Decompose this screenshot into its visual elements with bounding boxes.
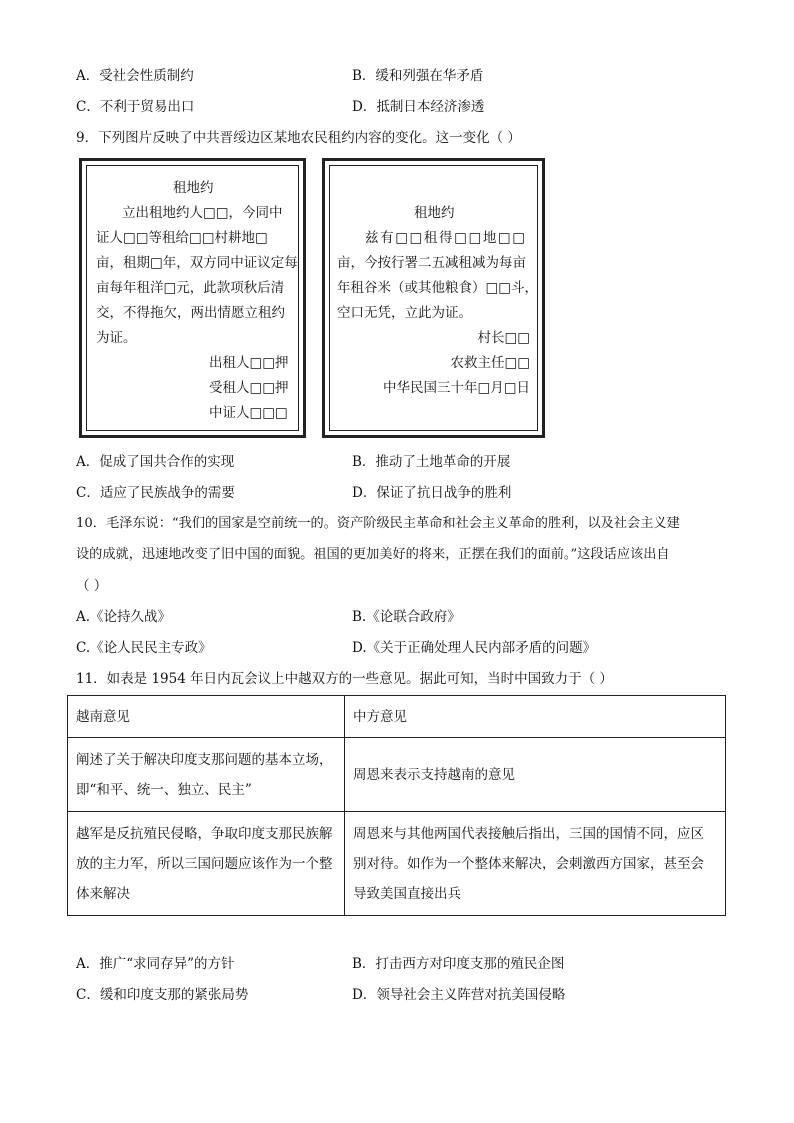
contract-left-line: 为证。 <box>96 330 137 346</box>
table-cell <box>68 738 345 812</box>
q10-option-b: B.《论联合政府》 <box>352 609 461 625</box>
cell-line: 即“和平、统一、独立、民主” <box>76 781 252 798</box>
q9-option-c: C．适应了民族战争的需要 <box>76 485 235 501</box>
contract-right-line: 兹有□□租得□□地□□ <box>365 230 527 246</box>
cell-line: 别对待。如作为一个整体来解决，会刺激西方国家，甚至会 <box>353 855 704 872</box>
contract-left-line: 证人□□等租给□□村耕地□ <box>96 230 268 246</box>
contract-right-title: 租地约 <box>414 205 455 221</box>
table-cell <box>345 738 726 812</box>
q10-option-d: D.《关于正确处理人民内部矛盾的问题》 <box>352 640 597 656</box>
table-cell <box>68 812 345 916</box>
contract-right-line: 空口无凭，立此为证。 <box>337 305 472 321</box>
contract-right-line: 年租谷米（或其他粮食）□□斗， <box>337 280 539 296</box>
table-header-cell: 越南意见 <box>68 696 345 738</box>
q9-option-d: D．保证了抗日战争的胜利 <box>352 485 512 501</box>
q10-option-a: A.《论持久战》 <box>76 609 172 625</box>
contract-left-signature: 中证人□□□ <box>209 405 288 421</box>
contract-left-signature: 出租人□□押 <box>209 355 289 371</box>
q8-option-c: C．不利于贸易出口 <box>76 99 195 115</box>
contract-left-line: 亩，租期□年，双方同中证议定每 <box>96 255 298 271</box>
q9-stem: 9．下列图片反映了中共晋绥边区某地农民租约内容的变化。这一变化（ ） <box>76 130 521 146</box>
cell-line: 放的主力军，所以三国问题应该作为一个整 <box>76 855 333 872</box>
q11-option-b: B．打击西方对印度支那的殖民企图 <box>352 956 565 972</box>
q9-option-b: B．推动了土地革命的开展 <box>352 454 511 470</box>
contract-right-signature: 农救主任□□ <box>450 355 530 371</box>
table-row <box>68 812 726 916</box>
contract-right-image <box>322 158 545 438</box>
q11-opinion-table <box>67 695 726 916</box>
q11-option-c: C．缓和印度支那的紧张局势 <box>76 987 249 1003</box>
table-row <box>68 738 726 812</box>
contract-right-signature: 中华民国三十年□月□日 <box>382 380 530 396</box>
cell-line: 阐述了关于解决印度支那问题的基本立场， <box>76 751 333 768</box>
q10-option-c: C.《论人民民主专政》 <box>76 640 212 656</box>
contract-left-image <box>79 158 306 438</box>
table-cell <box>345 812 726 916</box>
q9-option-a: A．促成了国共合作的实现 <box>76 454 235 470</box>
table-header-cell: 中方意见 <box>345 696 726 738</box>
contract-left-signature: 受租人□□押 <box>209 380 289 396</box>
cell-line: 体来解决 <box>76 885 130 902</box>
contract-right-signature: 村长□□ <box>477 330 530 346</box>
contract-left-line: 交，不得拖欠，两出情愿立租约 <box>96 305 285 321</box>
contract-left-line: 立出租地约人□□，今同中 <box>122 205 283 221</box>
q11-option-a: A．推广“求同存异”的方针 <box>76 956 235 972</box>
q10-stem-line2: 设的成就，迅速地改变了旧中国的面貌。祖国的更加美好的将来，正摆在我们的面前。”这段话应该出自 <box>76 547 670 562</box>
cell-line: 周恩来与其他两国代表接触后指出，三国的国情不同，应区 <box>353 825 704 842</box>
q10-stem-line1: 10．毛泽东说：“我们的国家是空前统一的。资产阶级民主革命和社会主义革命的胜利，以及社会主义建 <box>76 516 680 531</box>
q11-stem: 11．如表是 1954 年日内瓦会议上中越双方的一些意见。据此可知，当时中国致力于（ ） <box>76 671 613 687</box>
contract-left-line: 亩每年租洋□元，此款项秋后清 <box>96 280 285 296</box>
cell-line: 越军是反抗殖民侵略，争取印度支那民族解 <box>76 825 333 842</box>
cell-line: 周恩来表示支持越南的意见 <box>353 766 515 783</box>
table-header-row <box>68 696 726 738</box>
q8-option-a: A．受社会性质制约 <box>76 68 194 84</box>
q8-option-b: B．缓和列强在华矛盾 <box>352 68 484 84</box>
q11-option-d: D．领导社会主义阵营对抗美国侵略 <box>352 987 566 1003</box>
q10-stem-line3: （ ） <box>76 578 108 594</box>
contract-right-line: 亩，今按行署二五减租减为每亩 <box>337 255 526 271</box>
cell-line: 导致美国直接出兵 <box>353 885 461 902</box>
q8-option-d: D．抵制日本经济渗透 <box>352 99 485 115</box>
contract-left-title: 租地约 <box>173 180 214 196</box>
